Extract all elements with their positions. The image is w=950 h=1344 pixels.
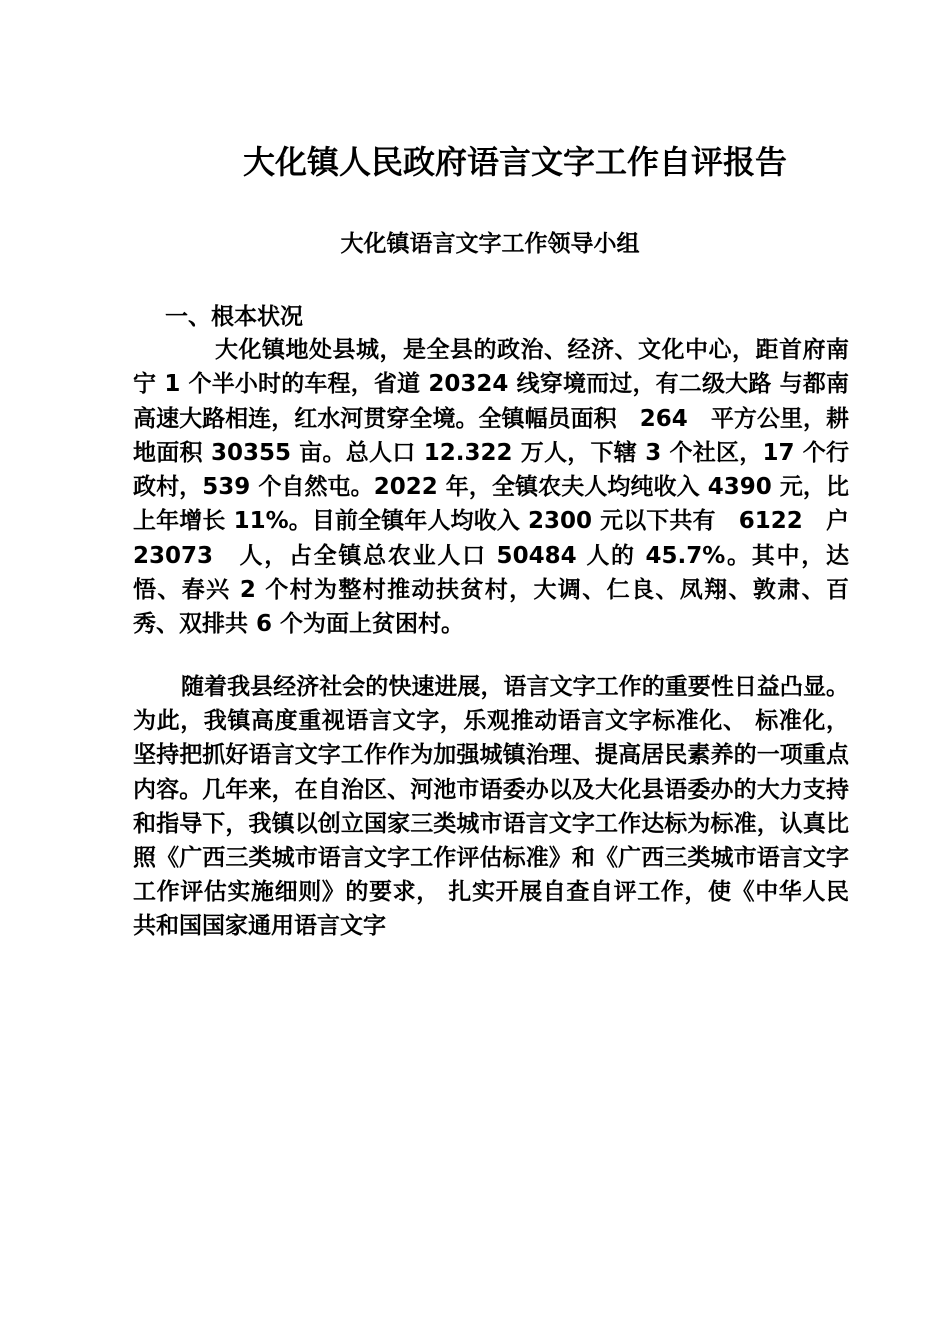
section-heading: 一、根本状况 xyxy=(165,304,303,330)
paragraph-overview: 大化镇地处县城，是全县的政治、经济、文化中心，距首府南宁 1 个半小时的车程，省道 20324 线穿境而过，有二级大路 与都南高速大路相连，红水河贯穿全境。全镇幅员面积 264 平方公里，耕地面积 30355 亩。总人口 12.322 万人，下辖 3 个社区，17 个行政村，539 个自然屯。2022 年，全镇农夫人均纯收入 4390 元，比上年增长 11%。目前全镇年人均收入 2300 元以下共有 6122 户 23073 人，占全镇总农业人口 50484 人的 45.7%。其中，达悟、春兴 2 个村为整村推动扶贫村，大调、仁良、凤翔、敦肃、百秀、双排共 6 个为面上贫困村。 xyxy=(133,337,872,638)
paragraph-language-work: 随着我县经济社会的快速进展，语言文字工作的重要性日益凸显。为此，我镇高度重视语言文字，乐观推动语言文字标准化、 标准化，坚持把抓好语言文字工作作为加强城镇治理、提高居民素养的一项重点内容。几年来，在自治区、河池市语委办以及大化县语委办的大力支持和指导下，我镇以创立国家三类城市语言文字工作达标为标准，认真比照《广西三类城市语言文字工作评估标准》和《广西三类城市语言文字工作评估实施细则》的要求， 扎实开展自查自评工作，使《中华人民共和国国家通用语言文字 xyxy=(133,674,849,940)
document-title: 大化镇人民政府语言文字工作自评报告 xyxy=(242,143,787,181)
document-subtitle: 大化镇语言文字工作领导小组 xyxy=(340,231,640,257)
